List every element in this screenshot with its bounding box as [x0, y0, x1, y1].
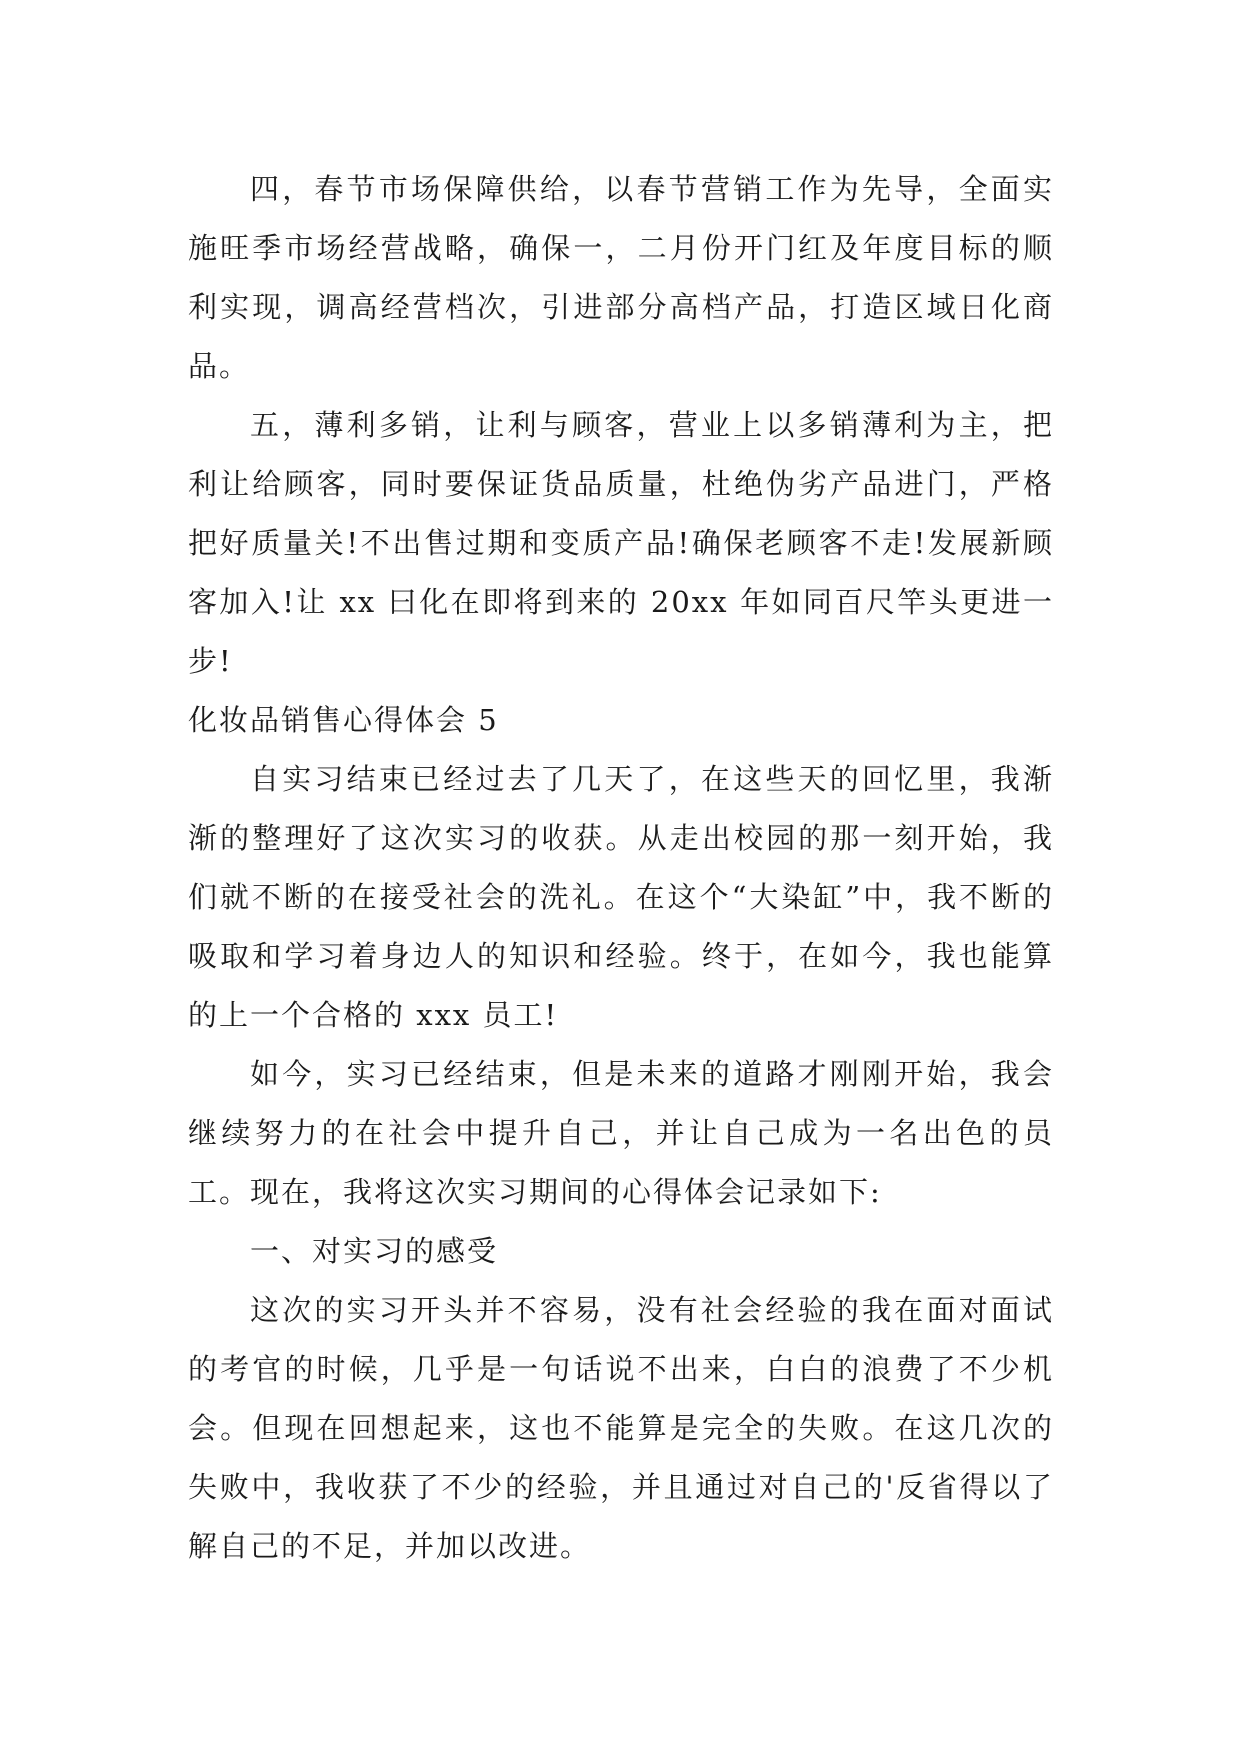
section-heading: 化妆品销售心得体会 5: [188, 703, 499, 737]
subsection-heading: 一、对实习的感受: [250, 1234, 499, 1268]
paragraph-now: 如今，实习已经结束，但是未来的道路才刚刚开始，我会继续努力的在社会中提升自己，并让自己成为一名出色的员工。现在，我将这次实习期间的心得体会记录如下:: [188, 1057, 1054, 1209]
paragraph-item-four: 四，春节市场保障供给，以春节营销工作为先导，全面实施旺季市场经营战略，确保一，二月份开门红及年度目标的顺利实现，调高经营档次，引进部分高档产品，打造区域日化商品。: [188, 172, 1054, 383]
paragraph-experience: 这次的实习开头并不容易，没有社会经验的我在面对面试的考官的时候，几乎是一句话说不出来，白白的浪费了不少机会。但现在回想起来，这也不能算是完全的失败。在这几次的失败中，我收获了不少的经验，并且通过对自己的'反省得以了解自己的不足，并加以改进。: [188, 1293, 1054, 1563]
paragraph-item-five: 五，薄利多销，让利与顾客，营业上以多销薄利为主，把利让给顾客，同时要保证货品质量，杜绝伪劣产品进门，严格把好质量关!不出售过期和变质产品!确保老顾客不走!发展新顾客加入!让 xx 曰化在即将到来的 20xx 年如同百尺竿头更进一步!: [188, 408, 1054, 678]
document-body: [188, 160, 1054, 1576]
paragraph-intro: 自实习结束已经过去了几天了，在这些天的回忆里，我渐渐的整理好了这次实习的收获。从走出校园的那一刻开始，我们就不断的在接受社会的洗礼。在这个“大染缸”中，我不断的吸取和学习着身边人的知识和经验。终于，在如今，我也能算的上一个合格的 xxx 员工!: [188, 762, 1054, 1032]
